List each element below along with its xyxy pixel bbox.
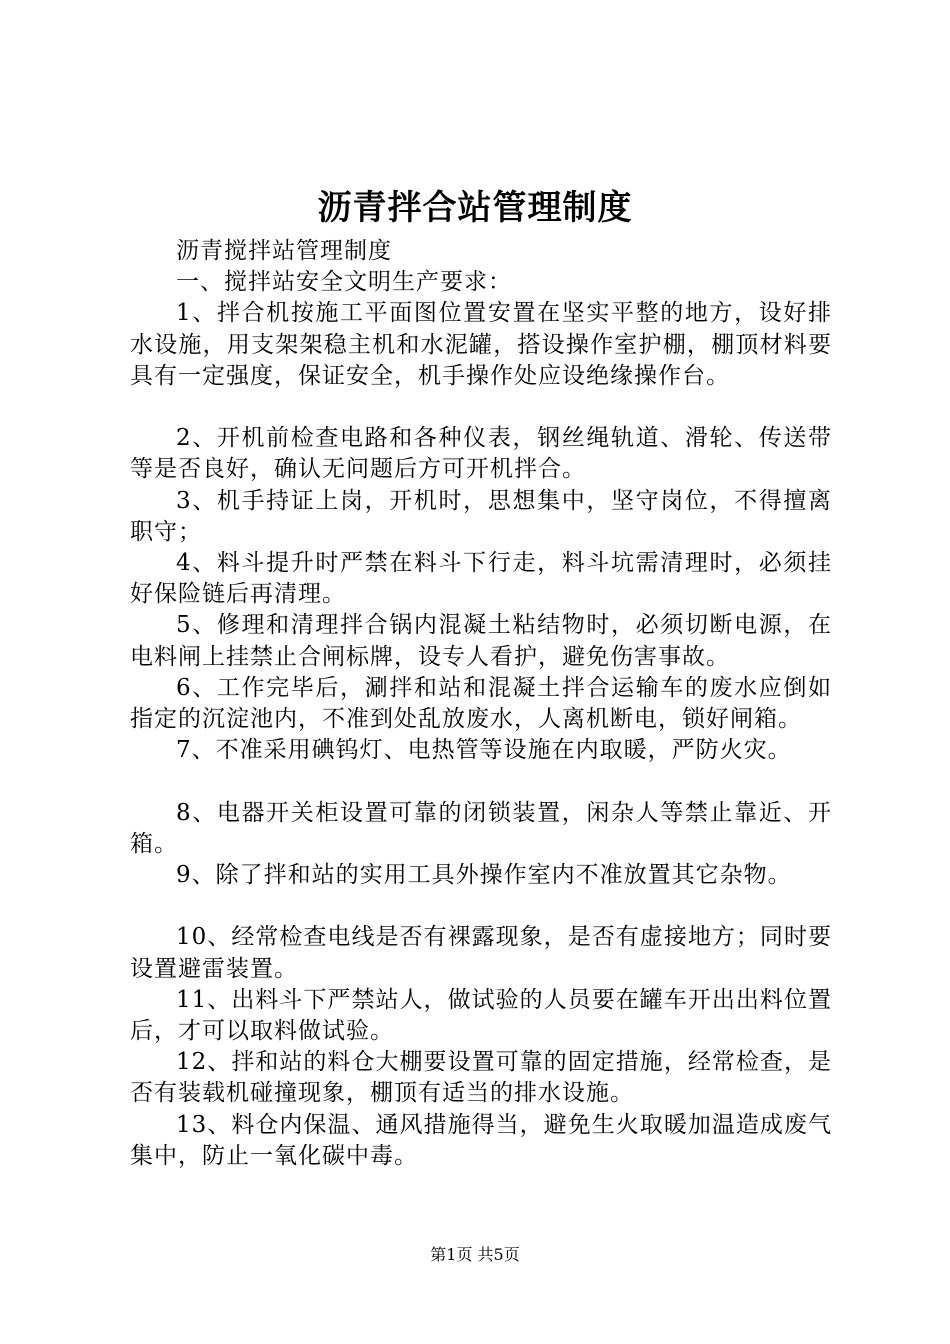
rule-paragraph-1: 1、拌合机按施工平面图位置安置在坚实平整的地方，设好排水设施，用支架架稳主机和水泥罐，搭设操作室护棚，棚顶材料要具有一定强度，保证安全，机手操作处应设绝缘操作台。 [130, 300, 832, 389]
rule-paragraph-12: 12、拌和站的料仓大棚要设置可靠的固定措施，经常检查，是否有装载机碰撞现象，棚顶有适当的排水设施。 [130, 1049, 832, 1107]
rule-paragraph-3: 3、机手持证上岗，开机时，思想集中，坚守岗位，不得擅离职守； [130, 487, 832, 545]
document-body [130, 236, 832, 1172]
rule-paragraph-7: 7、不准采用碘钨灯、电热管等设施在内取暖，严防火灾。 [176, 737, 792, 764]
rule-paragraph-11: 11、出料斗下严禁站人，做试验的人员要在罐车开出出料位置后，才可以取料做试验。 [130, 986, 832, 1045]
rule-paragraph-4: 4、料斗提升时严禁在料斗下行走，料斗坑需清理时，必须挂好保险链后再清理。 [130, 550, 832, 608]
rule-paragraph-2: 2、开机前检查电路和各种仪表，钢丝绳轨道、滑轮、传送带等是否良好，确认无问题后方可开机拌合。 [130, 425, 832, 483]
document-title: 沥青拌合站管理制度 [317, 188, 633, 228]
subtitle-paragraph: 沥青搅拌站管理制度 [176, 238, 392, 264]
rule-paragraph-9: 9、除了拌和站的实用工具外操作室内不准放置其它杂物。 [176, 862, 792, 889]
page-number-footer: 第1页 共5页 [430, 1245, 520, 1264]
rule-paragraph-13: 13、料仓内保温、通风措施得当，避免生火取暖加温造成废气集中，防止一氧化碳中毒。 [130, 1111, 832, 1169]
paragraph-gap [130, 392, 832, 423]
rule-paragraph-8: 8、电器开关柜设置可靠的闭锁装置，闲杂人等禁止靠近、开箱。 [130, 799, 832, 857]
rule-paragraph-10: 10、经常检查电线是否有裸露现象，是否有虚接地方；同时要设置避雷装置。 [130, 924, 832, 982]
rule-paragraph-6: 6、工作完毕后，涮拌和站和混凝土拌合运输车的废水应倒如指定的沉淀池内，不准到处乱放废水，人离机断电，锁好闸箱。 [130, 674, 832, 733]
section-heading: 一、搅拌站安全文明生产要求： [176, 269, 512, 296]
paragraph-gap [130, 766, 832, 797]
paragraph-gap [130, 891, 832, 922]
rule-paragraph-5: 5、修理和清理拌合锅内混凝土粘结物时，必须切断电源，在电料闸上挂禁止合闸标牌，设专人看护，避免伤害事故。 [130, 612, 832, 670]
